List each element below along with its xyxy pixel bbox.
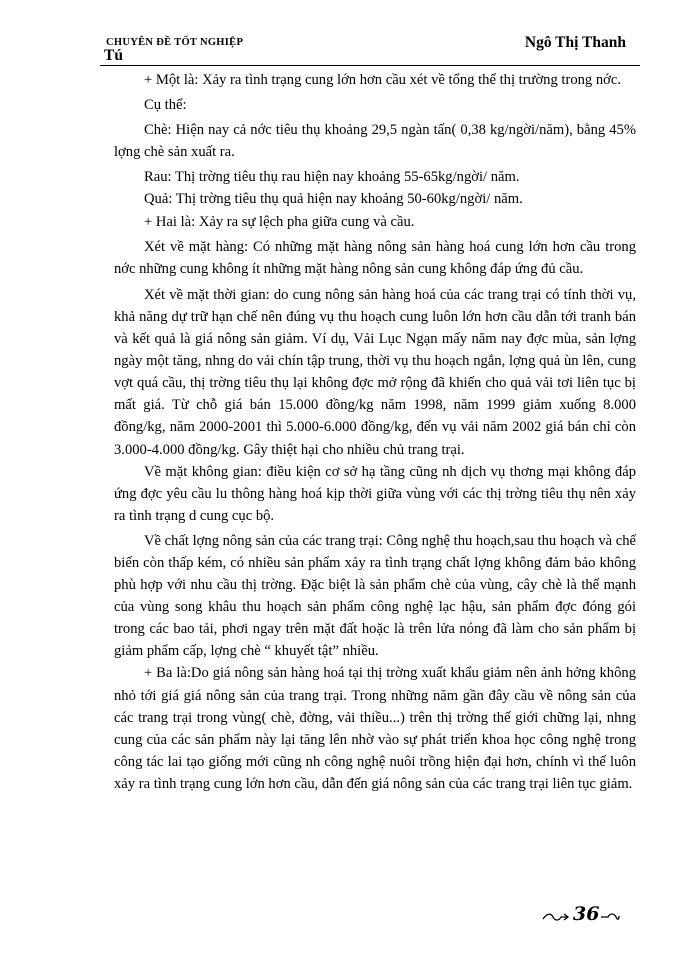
paragraph-tea: Chè: Hiện nay cả nớc tiêu thụ khoảng 29,5 ngàn tấn( 0,38 kg/ngời/năm), bằng 45% lợng chè sản xuất ra. [114, 122, 636, 161]
header-author-name-continued: Tú [104, 47, 123, 64]
header-rule [100, 65, 640, 66]
paragraph-two: + Hai là: Xảy ra sự lệch pha giữa cung và cầu. [144, 213, 415, 230]
paragraph-time: Xét về mặt thời gian: do cung nông sản hàng hoá của các trang trại có tính thời vụ, khả năng dự trữ hạn chế nên đúng vụ thu hoạch cung luôn lớn hơn cầu dẫn tới tranh bán và kết quả là giá nông sản giảm. Ví dụ, Vải Lục Ngạn mấy năm nay đợc mùa, sản lợng ngày một tăng, nhng do vải chín tập trung, thời vụ thu hoạch ngắn, lợng quả ùn lên, cung vợt quá cầu, thị trờng tiêu thụ lại không đợc mở rộng đã khiến cho quả vải tơi liên tục bị mất giá. Từ chỗ giá bán 15.000 đồng/kg năm 1998, năm 1999 giảm xuống 8.000 đồng/kg, năm 2000-2001 thì 5.000-6.000 đồng/kg, đến vụ vải năm 2002 giá bán chỉ còn 3.000-4.000 đồng/kg. Gây thiệt hại cho nhiều chủ trang trại. [114, 286, 636, 458]
right-flourish-icon [600, 911, 620, 923]
paragraph-three: + Ba là:Do giá nông sản hàng hoá tại thị trờng xuất khẩu giảm nên ảnh hởng không nhỏ tới giá giá nông sản của trang trại. Trong những năm gần đây cầu về nông sản của các trang trại trong vùng( chè, đờng, vải thiều...) trên thị trờng thế giới chững lại, nhng cung của các sản phẩm này lại tăng lên nhờ vào sự phát triển khoa học công nghệ trong công tác lai tạo giống mới cũng nh công nghệ nuôi trồng hiện đại hơn, chính vì thế luôn xảy ra tình trạng cung lớn hơn cầu, dẫn đến giá nông sản của các trang trại liên tục giảm. [114, 665, 636, 792]
page-footer [530, 902, 620, 928]
paragraph-quality: Về chất lợng nông sản của các trang trại: Công nghệ thu hoạch,sau thu hoạch và chế biến còn thấp kém, có nhiều sản phẩm xảy ra tình trạng chất lợng không đảm bảo không phù hợp với nhu cầu thị trờng. Đặc biệt là sản phẩm chè của vùng, cây chè là thế mạnh của vùng song khâu thu hoạch sản phẩm công nghệ lạc hậu, sản phẩm đợc đóng gói trong các bao tải, phơi ngay trên mặt đất hoặc là trên lửa nóng đã làm cho sản phẩm bị giảm phẩm cấp, lợng chè “ khuyết tật” nhiều. [114, 532, 636, 660]
header-author-name: Ngô Thị Thanh [524, 34, 626, 51]
paragraph-specifically: Cụ thể: [144, 97, 187, 114]
left-flourish-icon [542, 911, 570, 923]
document-body [114, 69, 636, 795]
paragraph-space: Về mặt không gian: điều kiện cơ sở hạ tầng cũng nh dịch vụ thơng mại không đáp ứng đợc yêu cầu lu thông hàng hoá kịp thời giữa vùng với các thị trờng tiêu thụ nên xảy ra tình trạng d cung cục bộ. [114, 463, 636, 524]
page-number: 36 [573, 903, 600, 925]
paragraph-vegetables: Rau: Thị trờng tiêu thụ rau hiện nay khoảng 55-65kg/ngời/ năm. [144, 169, 520, 186]
paragraph-goods: Xét về mặt hàng: Có những mặt hàng nông sản hàng hoá cung lớn hơn cầu trong nớc những cung không ít những mặt hàng nông sản cung không đáp ứng đủ cầu. [114, 238, 636, 277]
paragraph-fruit: Quả: Thị trờng tiêu thụ quả hiện nay khoảng 50-60kg/ngời/ năm. [144, 191, 523, 208]
page-header [100, 33, 640, 67]
paragraph-one: + Một là: Xảy ra tình trạng cung lớn hơn cầu xét về tổng thể thị trường trong nớc. [144, 72, 622, 88]
header-thesis-title: CHUYÊN ĐỀ TỐT NGHIỆP [106, 37, 244, 48]
